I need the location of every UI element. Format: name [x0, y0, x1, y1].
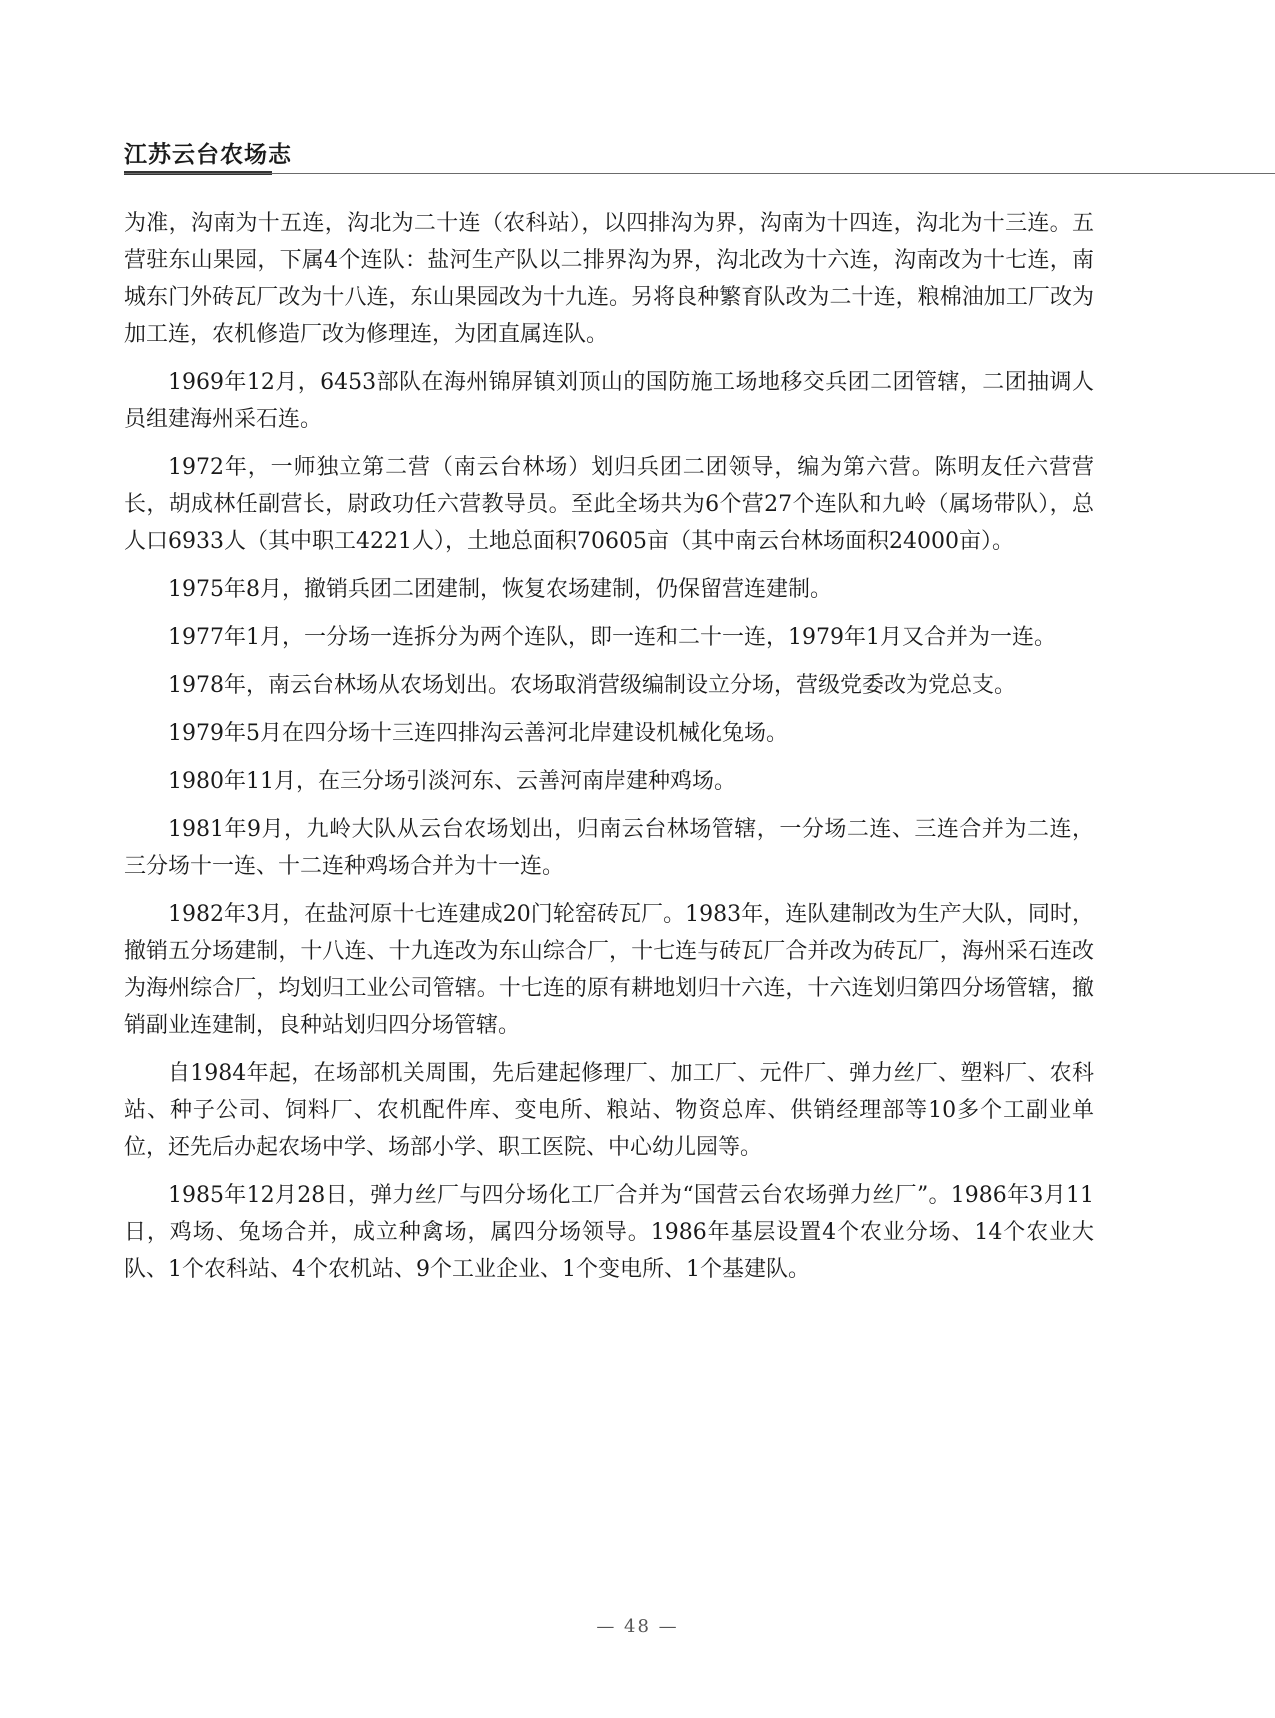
paragraph: 1969年12月，6453部队在海州锦屏镇刘顶山的国防施工场地移交兵团二团管辖，二团抽调人员组建海州采石连。 — [124, 370, 1094, 432]
paragraph: 1977年1月，一分场一连拆分为两个连队，即一连和二十一连，1979年1月又合并为一连。 — [168, 625, 1056, 650]
body-text — [124, 205, 1094, 1299]
paragraph: 1972年，一师独立第二营（南云台林场）划归兵团二团领导，编为第六营。陈明友任六营营长，胡成林任副营长，尉政功任六营教导员。至此全场共为6个营27个连队和九岭（属场带队），总人口6933人（其中职工4221人），土地总面积70605亩（其中南云台林场面积24000亩）。 — [124, 455, 1094, 554]
running-head: 江苏云台农场志 — [124, 141, 292, 168]
paragraph: 1981年9月，九岭大队从云台农场划出，归南云台林场管辖，一分场二连、三连合并为二连，三分场十一连、十二连种鸡场合并为十一连。 — [124, 817, 1094, 879]
paragraph: 自1984年起，在场部机关周围，先后建起修理厂、加工厂、元件厂、弹力丝厂、塑料厂、农科站、种子公司、饲料厂、农机配件库、变电所、粮站、物资总库、供销经理部等10多个工副业单位，还先后办起农场中学、场部小学、职工医院、中心幼儿园等。 — [124, 1061, 1094, 1160]
paragraph: 1979年5月在四分场十三连四排沟云善河北岸建设机械化兔场。 — [168, 721, 788, 746]
paragraph: 1978年，南云台林场从农场划出。农场取消营级编制设立分场，营级党委改为党总支。 — [168, 673, 1016, 698]
paragraph: 1982年3月，在盐河原十七连建成20门轮窑砖瓦厂。1983年，连队建制改为生产大队，同时，撤销五分场建制，十八连、十九连改为东山综合厂，十七连与砖瓦厂合并改为砖瓦厂，海州采石连改为海州综合厂，均划归工业公司管辖。十七连的原有耕地划归十六连，十六连划归第四分场管辖，撤销副业连建制，良种站划归四分场管辖。 — [124, 902, 1094, 1038]
paragraph: 1985年12月28日，弹力丝厂与四分场化工厂合并为“国营云台农场弹力丝厂”。1986年3月11日，鸡场、兔场合并，成立种禽场，属四分场领导。1986年基层设置4个农业分场、14个农业大队、1个农科站、4个农机站、9个工业企业、1个变电所、1个基建队。 — [124, 1183, 1094, 1282]
paragraph: 为准，沟南为十五连，沟北为二十连（农科站），以四排沟为界，沟南为十四连，沟北为十三连。五营驻东山果园，下属4个连队：盐河生产队以二排界沟为界，沟北改为十六连，沟南改为十七连，南城东门外砖瓦厂改为十八连，东山果园改为十九连。另将良种繁育队改为二十连，粮棉油加工厂改为加工连，农机修造厂改为修理连，为团直属连队。 — [124, 211, 1094, 347]
paragraph: 1980年11月，在三分场引淡河东、云善河南岸建种鸡场。 — [168, 769, 736, 794]
paragraph: 1975年8月，撤销兵团二团建制，恢复农场建制，仍保留营连建制。 — [168, 577, 832, 602]
header-rule-thin — [124, 173, 1275, 174]
page-number: — 48 — — [596, 1616, 679, 1637]
